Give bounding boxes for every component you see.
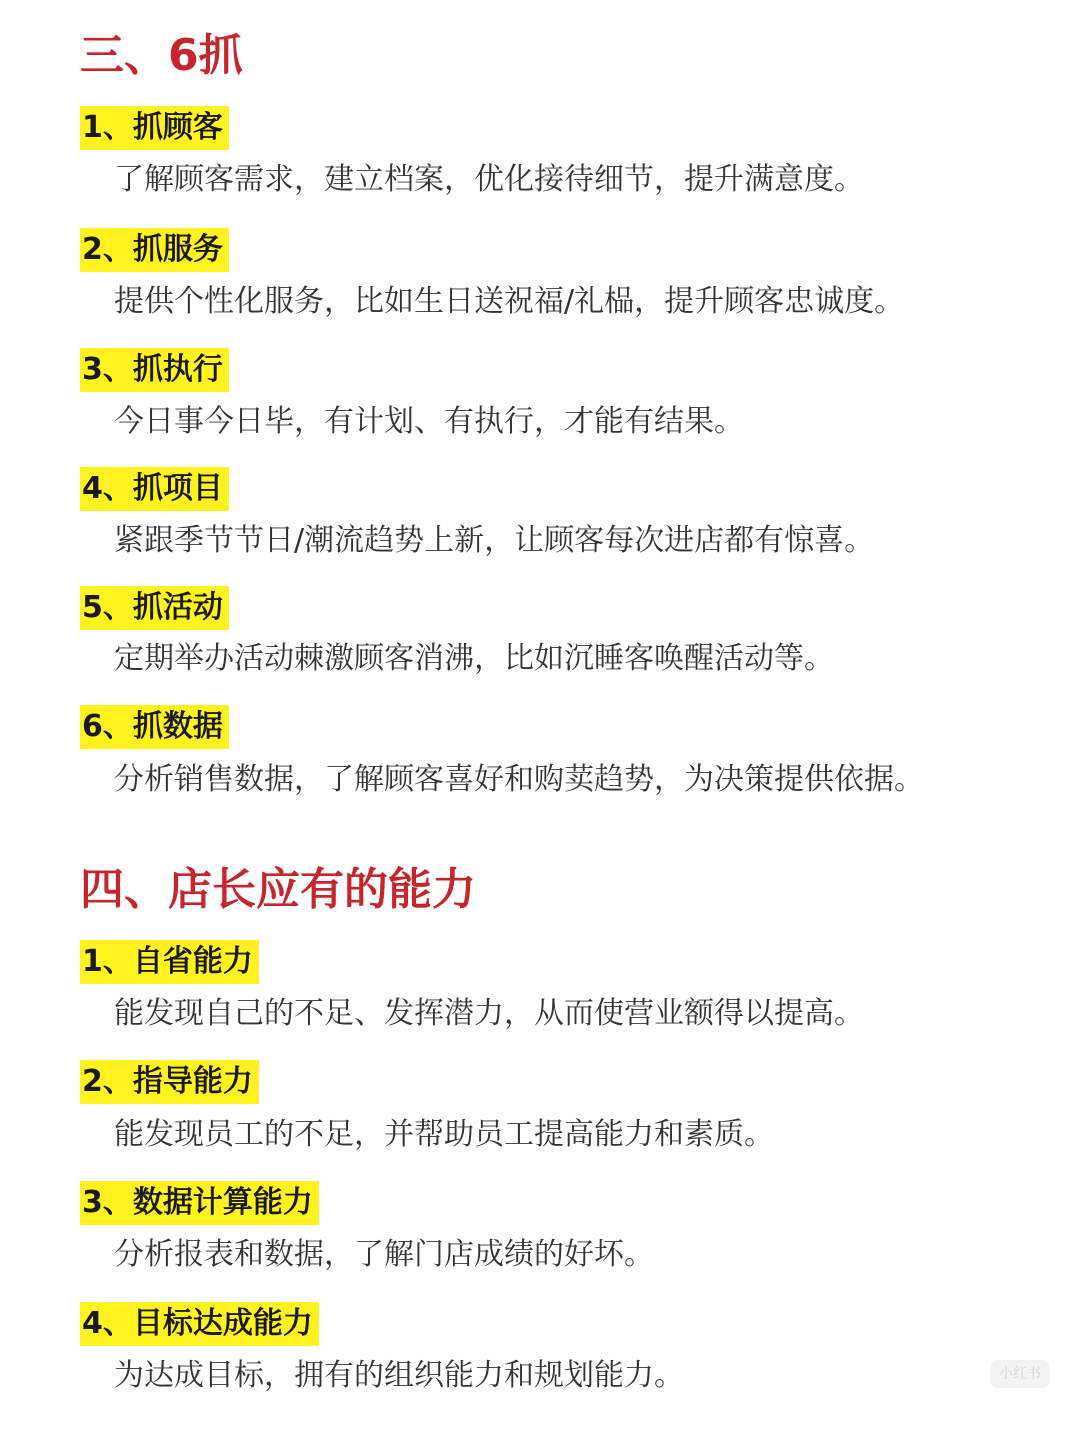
item-body-service: 提供个性化服务，比如生日送祝福/礼榀，提升顾客忠诚度。 [114,284,905,319]
section-title-6-grabs: 三、6抓 [80,30,243,81]
item-heading-execution: 3、抓执行 [80,348,229,392]
section-title-manager-abilities: 四、店长应有的能力 [80,864,476,915]
item-body-goal-achievement: 为达成目标，拥有的组织能力和规划能力。 [114,1358,684,1393]
item-body-self-reflection: 能发现自己的不足、发挥潜力，从而使营业额得以提高。 [114,996,864,1031]
item-body-execution: 今日事今日毕，有计划、有执行，才能有结果。 [114,404,744,439]
item-heading-activities: 5、抓活动 [80,586,229,630]
item-heading-goal-achievement: 4、目标达成能力 [80,1302,319,1346]
item-body-projects: 紧跟季节节日/潮流趋势上新，让顾客每次进店都有惊喜。 [114,523,875,558]
item-heading-projects: 4、抓项目 [80,467,229,511]
watermark-logo: 小红书 [990,1360,1050,1388]
item-heading-data-calculation: 3、数据计算能力 [80,1181,319,1225]
item-heading-customers: 1、抓顾客 [80,106,229,150]
item-heading-guidance: 2、指导能力 [80,1060,259,1104]
item-body-activities: 定期举办活动棘激顾客消沸，比如沉睡客唤醒活动等。 [114,641,834,676]
item-body-guidance: 能发现员工的不足，并帮助员工提高能力和素质。 [114,1117,774,1152]
item-body-data: 分析销售数据，了解顾客喜好和购荬趋势，为决策提供依据。 [114,762,924,797]
item-body-customers: 了解顾客需求，建立档案，优化接待细节，提升满意度。 [114,162,864,197]
item-heading-service: 2、抓服务 [80,228,229,272]
item-body-data-calculation: 分析报表和数据，了解门店成绩的好坏。 [114,1237,654,1272]
item-heading-self-reflection: 1、自省能力 [80,940,259,984]
item-heading-data: 6、抓数据 [80,705,229,749]
